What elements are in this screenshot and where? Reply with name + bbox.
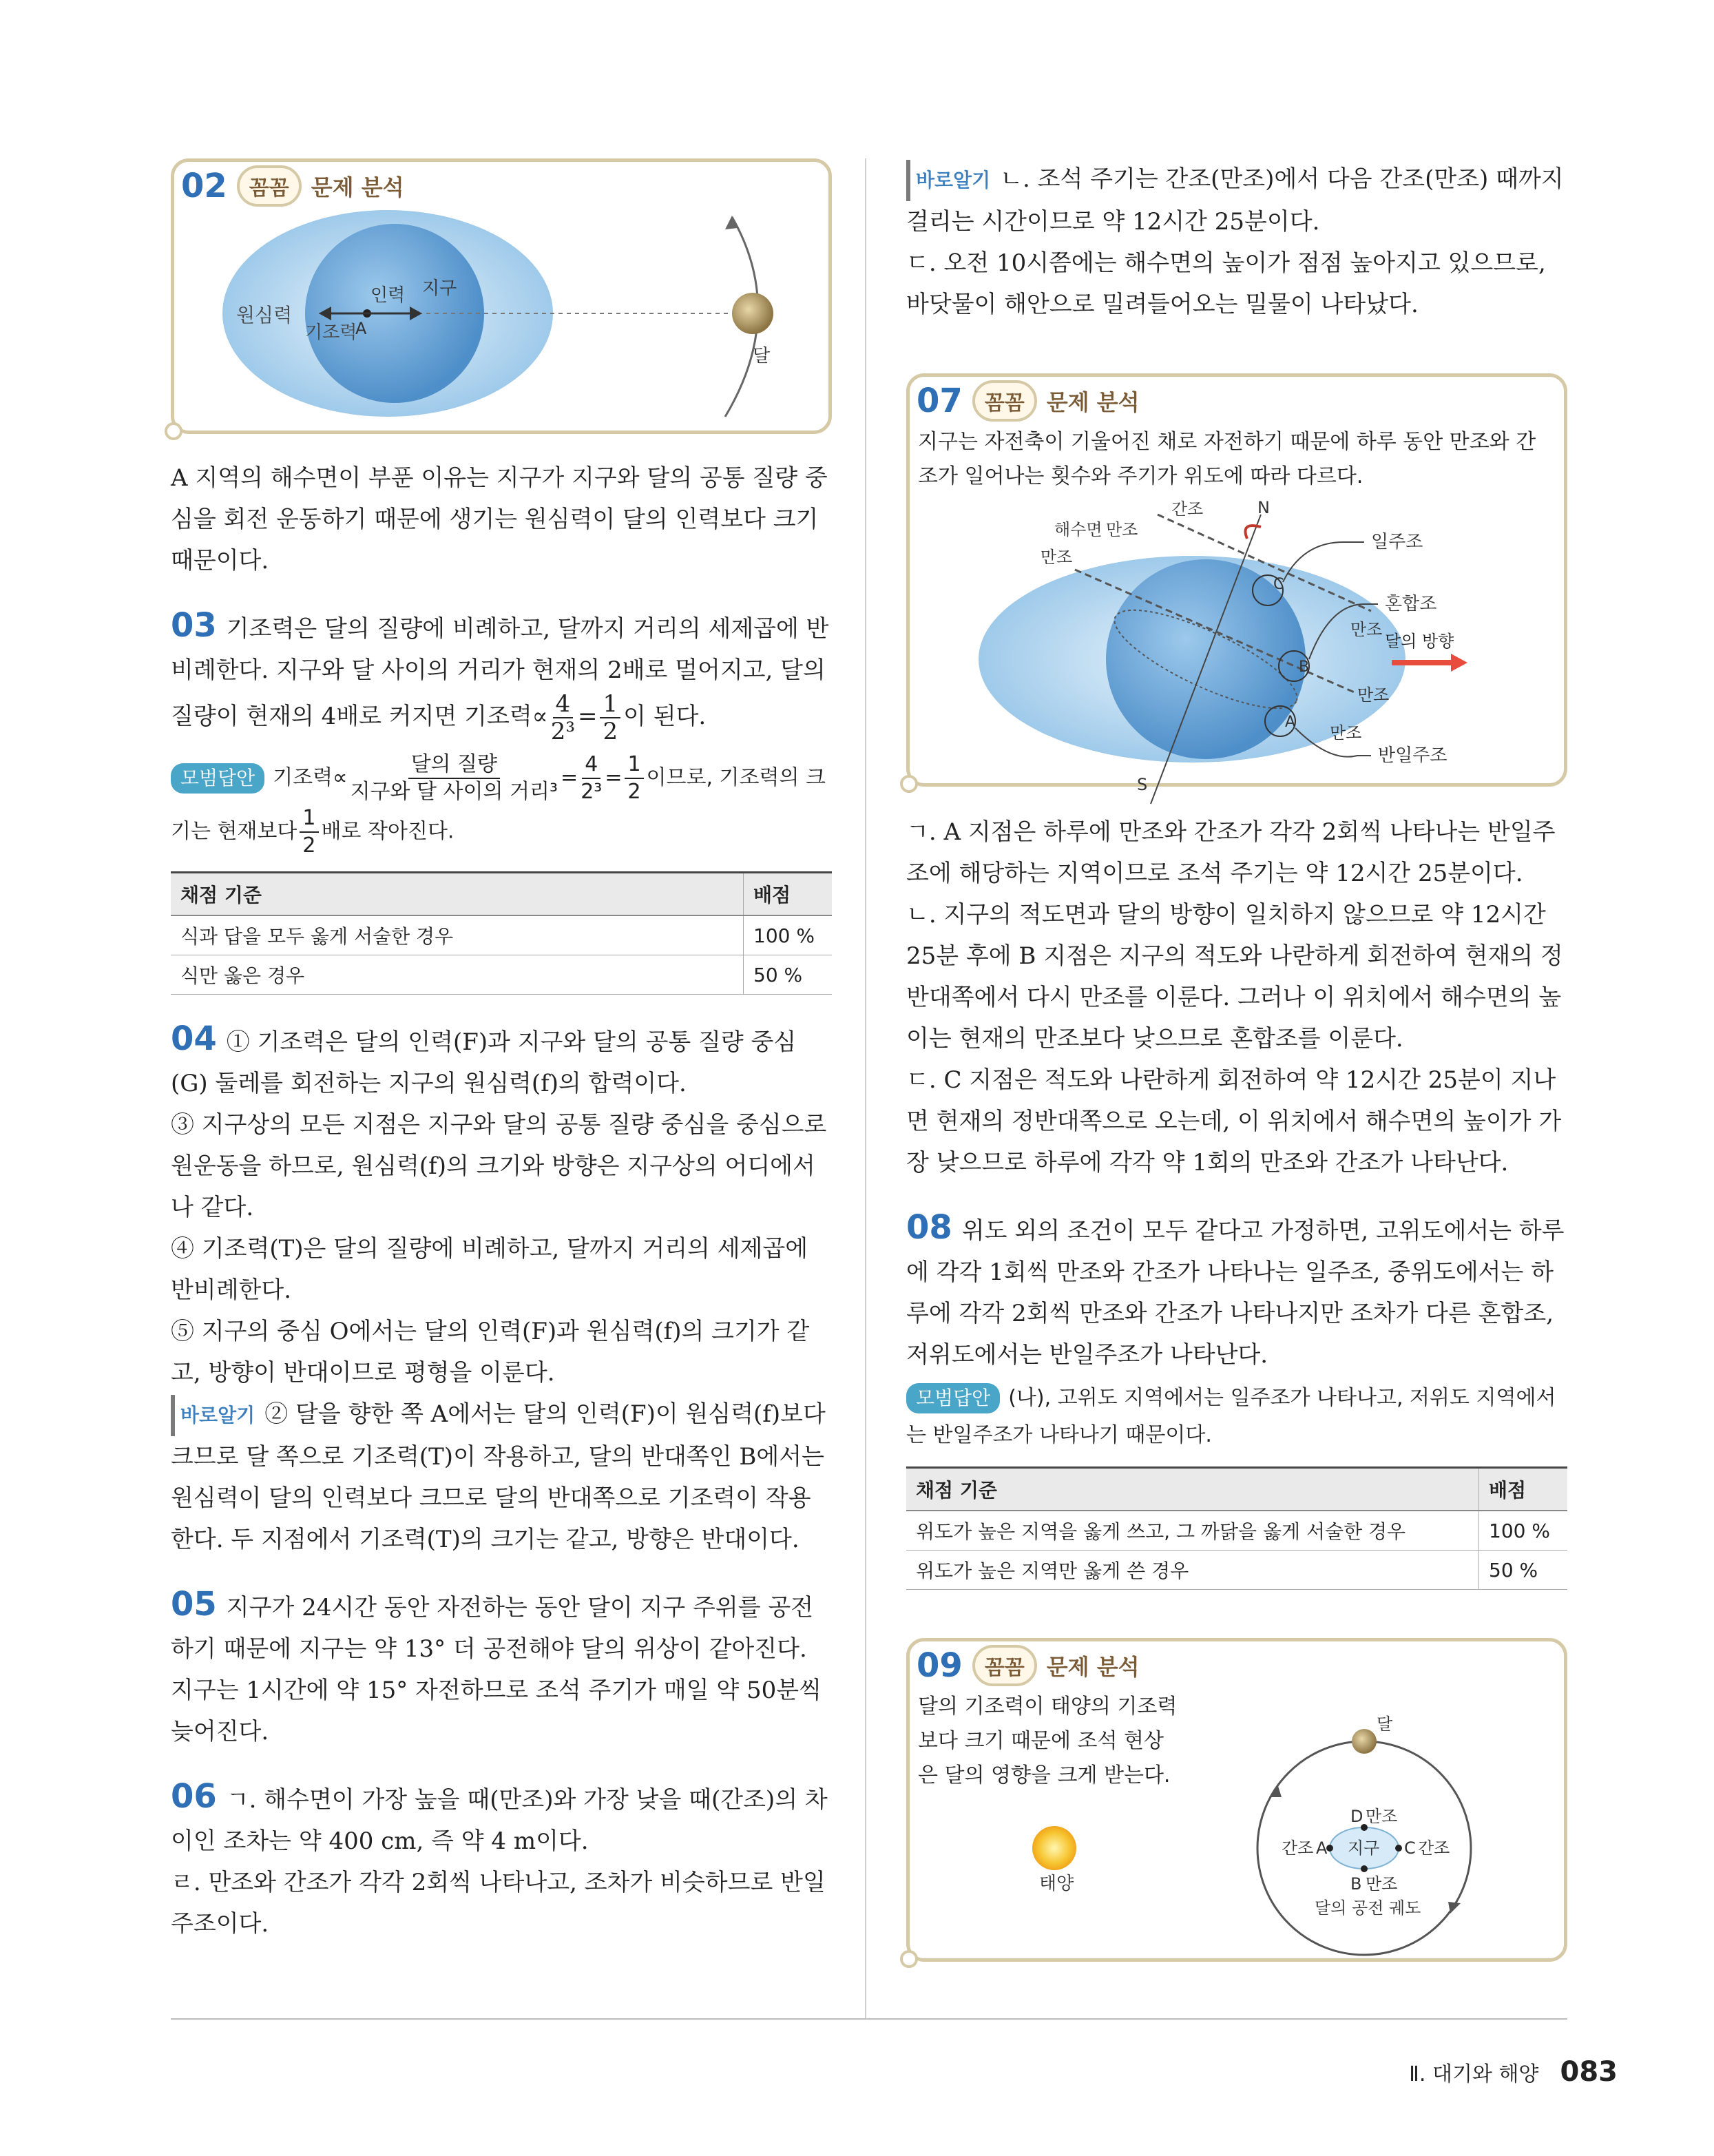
q02-moon [732, 293, 773, 334]
q03-text-2: 이 된다. [623, 703, 707, 730]
q08-th-score: 배점 [1479, 1468, 1568, 1511]
q09-dot-c [1395, 1845, 1402, 1852]
q08-th-criteria: 채점 기준 [906, 1468, 1479, 1511]
q03-model-answer [171, 752, 832, 859]
q09-figure [917, 1648, 1564, 1951]
q07-label-semidiurnal: 반일주조 [1378, 745, 1448, 766]
q07-box-dot [900, 775, 918, 793]
q09-number: 09 [917, 1646, 963, 1685]
q04-check [171, 1393, 832, 1560]
q03-model-equals-2: = [605, 765, 623, 790]
q07-label-high-tide-b: 만조 [1350, 620, 1383, 639]
q06-check-1-text: ㄴ. 조석 주기는 간조(만조)에서 다음 간조(만조) 때까지 걸리는 시간이므로 약 12시간 25분이다. [906, 165, 1564, 236]
q08-model-text: (나), 고위도 지역에서는 일주조가 나타나고, 저위도 지역에서는 반일주조가 나타나기 때문이다. [906, 1386, 1556, 1447]
q03-model-frac-num: 달의 질량 [408, 752, 500, 779]
q03-model-equals-1: = [561, 765, 578, 790]
q06-section [171, 1776, 832, 1945]
q02-box-header [174, 162, 828, 210]
q02-text: A 지역의 해수면이 부푼 이유는 지구가 지구와 달의 공통 질량 중심을 회전 운동하기 때문에 생기는 원심력이 달의 인력보다 크기 때문이다. [171, 464, 828, 574]
q03-frac1-num: 4 [553, 691, 574, 718]
q03-model-frac-b-num: 1 [625, 752, 643, 779]
right-column [906, 158, 1567, 1962]
q03-frac2-num: 1 [600, 691, 620, 718]
q04-check-text: ② 달을 향한 쪽 A에서는 달의 인력(F)이 원심력(f)보다 크므로 달 쪽으로 기조력(T)이 작용하고, 달의 반대쪽인 B에서는 원심력이 달의 인력보다 크므로 달의 반대쪽으로 기조력이 작용한다. 두 지점에서 기조력(T)의 크기는 같고, 방향은 반대이다. [171, 1400, 826, 1553]
q07-explanations [906, 811, 1567, 1183]
q05-text: 지구가 24시간 동안 자전하는 동안 달이 지구 주위를 공전하기 때문에 지구는 약 13° 더 공전해야 달의 위상이 같아진다. 지구는 1시간에 약 15° 자전하므로 조석 주기가 매일 약 50분씩 늦어진다. [171, 1594, 822, 1745]
q04-p2: ③ 지구상의 모든 지점은 지구와 달의 공통 질량 중심을 중심으로 원운동을 하므로, 원심력(f)의 크기와 방향은 지구상의 어디에서나 같다. [171, 1111, 827, 1221]
q03-row2-criteria: 식만 옳은 경우 [171, 955, 744, 995]
q05-number: 05 [171, 1585, 217, 1624]
q06-p1 [171, 1776, 832, 1862]
q08-row1-score: 100 % [1479, 1511, 1568, 1551]
footer-section-title: Ⅱ. 대기와 해양 [1409, 2062, 1539, 2086]
q09-label-a: A [1316, 1838, 1328, 1858]
q08-row2-score: 50 % [1479, 1551, 1568, 1590]
q02-label-earth: 지구 [422, 278, 457, 299]
q09-dot-a [1326, 1845, 1333, 1852]
q05-paragraph [171, 1584, 832, 1752]
q03-model-text-2: 배로 작아진다. [321, 819, 454, 844]
q07-moon-dir-arrowhead [1451, 654, 1467, 672]
page-number: 083 [1560, 2056, 1618, 2088]
q09-box-title: 문제 분석 [1046, 1654, 1140, 1680]
q09-label-sun: 태양 [1039, 1874, 1074, 1894]
q03-model-frac-c-num: 1 [300, 805, 318, 833]
page-footer [1409, 2056, 1618, 2088]
q07-label-s: S [1137, 775, 1148, 794]
q09-label-earth: 지구 [1348, 1838, 1380, 1858]
q02-box-title: 문제 분석 [311, 174, 404, 200]
q04-p1-text: ① 기조력은 달의 인력(F)과 지구와 달의 공통 질량 중심(G) 둘레를 회전하는 지구의 원심력(f)의 합력이다. [171, 1028, 797, 1097]
q04-section [171, 1018, 832, 1560]
q08-table-header [906, 1468, 1567, 1511]
q07-label-high-tide-mid: 만조 [1357, 685, 1390, 705]
q09-label-b-tide: 만조 [1366, 1874, 1398, 1894]
q07-label-n: N [1257, 498, 1270, 517]
q07-label-moon-dir: 달의 방향 [1385, 632, 1454, 651]
q03-model-frac-c [300, 805, 318, 859]
q07-p2: ㄴ. 지구의 적도면과 달의 방향이 일치하지 않으므로 약 12시간 25분 후에 B 지점은 지구의 적도와 나란하게 회전하여 현재의 정반대쪽에서 다시 만조를 이룬다. 그러나 이 위치에서 해수면의 높이는 현재의 만조보다 낮으므로 혼합조를 이룬다. [906, 901, 1563, 1053]
q03-model-tag: 모범답안 [171, 763, 264, 794]
q06-check-2: ㄷ. 오전 10시쯤에는 해수면의 높이가 점점 높아지고 있으므로, 바닷물이 해안으로 밀려들어오는 밀물이 나타났다. [906, 249, 1546, 318]
q07-box-title: 문제 분석 [1046, 389, 1140, 415]
q08-model-tag: 모범답안 [906, 1383, 1000, 1413]
q09-label-b: B [1350, 1874, 1362, 1894]
q09-label-d: D [1350, 1807, 1363, 1826]
q08-number: 08 [906, 1208, 952, 1247]
q04-check-label: 바로알기 [171, 1395, 255, 1436]
q09-label-c-tide: 간조 [1418, 1838, 1450, 1858]
q02-label-a: A [355, 319, 367, 338]
q07-label-b: B [1299, 659, 1310, 676]
q03-row1-score: 100 % [744, 915, 833, 955]
q07-p1: ㄱ. A 지점은 하루에 만조와 간조가 각각 2회씩 나타나는 반일주조에 해당하는 지역이므로 조석 주기는 약 12시간 25분이다. [906, 818, 1556, 887]
q07-label-diurnal: 일주조 [1371, 532, 1423, 552]
q04-number: 04 [171, 1019, 217, 1058]
q02-label-moon: 달 [753, 346, 771, 366]
q08-text: 위도 외의 조건이 모두 같다고 가정하면, 고위도에서는 하루에 각각 1회씩 만조와 간조가 나타나는 일주조, 중위도에서는 하루에 각각 2회씩 만조와 간조가 나타나지만 조차가 다른 혼합조, 저위도에서는 반일주조가 나타난다. [906, 1217, 1565, 1369]
q02-number: 02 [181, 167, 227, 205]
q07-label-a: A [1285, 714, 1296, 731]
q03-number: 03 [171, 606, 217, 645]
q03-row1-criteria: 식과 답을 모두 옳게 서술한 경우 [171, 915, 744, 955]
q07-label-high-tide-left: 만조 [1041, 548, 1073, 567]
q09-label-a-tide: 간조 [1282, 1838, 1314, 1858]
left-column [171, 158, 832, 1945]
q07-number: 07 [917, 382, 963, 420]
q03-model-frac-b-den: 2 [627, 780, 641, 804]
q09-box-dot [900, 1950, 918, 1968]
q09-analysis-box [906, 1638, 1567, 1962]
q08-section [906, 1207, 1567, 1590]
q03-score-table [171, 871, 832, 995]
q09-orbit-arrow-right [1448, 1902, 1461, 1914]
q03-equals: = [577, 703, 598, 730]
q07-p3: ㄷ. C 지점은 적도와 나란하게 회전하여 약 12시간 25분이 지나면 현재의 정반대쪽으로 오는데, 이 위치에서 해수면의 높이가 가장 낮으므로 하루에 각각 약 1회의 만조와 간조가 나타난다. [906, 1066, 1562, 1177]
q03-frac-2 [600, 691, 620, 745]
q03-model-prefix: 기조력∝ [273, 765, 348, 790]
q03-frac-1 [551, 691, 575, 745]
q07-label-mixed: 혼합조 [1385, 594, 1437, 614]
q03-frac1-den: 2³ [550, 718, 575, 745]
q07-label-c: C [1273, 576, 1284, 593]
q08-score-table [906, 1466, 1567, 1590]
q04-p3: ④ 기조력(T)은 달의 질량에 비례하고, 달까지 거리의 세제곱에 반비례한다. [171, 1235, 808, 1304]
q02-badge: 꼼꼼 [237, 165, 302, 207]
q09-dot-b [1361, 1865, 1368, 1872]
q09-label-moon: 달 [1377, 1714, 1393, 1734]
q09-moon [1352, 1729, 1377, 1754]
q03-table-header [171, 873, 832, 916]
q03-model-frac-a-den: 2³ [581, 780, 603, 804]
footer-divider [171, 2018, 1567, 2020]
q03-th-criteria: 채점 기준 [171, 873, 744, 916]
q07-badge: 꼼꼼 [972, 380, 1037, 422]
q09-badge: 꼼꼼 [972, 1645, 1037, 1686]
q03-row2-score: 50 % [744, 955, 833, 995]
table-row [171, 915, 832, 955]
q02-label-tidal: 기조력 [305, 322, 357, 343]
q09-sun [1032, 1826, 1076, 1870]
q02-box-dot [165, 422, 182, 440]
q06-p2: ㄹ. 만조와 간조가 각각 2회씩 나타나고, 조차가 비슷하므로 반일주조이다. [171, 1869, 826, 1938]
q07-box-header [910, 377, 1564, 425]
q06-check-label: 바로알기 [906, 160, 990, 201]
q02-label-gravity: 인력 [370, 285, 406, 306]
q03-model-frac-a-num: 4 [582, 752, 600, 779]
q03-model-frac-den: 지구와 달 사이의 거리³ [350, 780, 558, 804]
q04-p1 [171, 1018, 832, 1104]
q07-label-high-tide-top: 만조 [1106, 520, 1138, 539]
q05-section [171, 1584, 832, 1752]
q03-paragraph [171, 605, 832, 745]
q03-frac2-den: 2 [603, 718, 618, 745]
q09-label-c: C [1404, 1838, 1416, 1858]
q03-model-frac-a [581, 752, 602, 805]
q07-analysis-box [906, 373, 1567, 794]
q09-label-d-tide: 만조 [1366, 1807, 1398, 1826]
q02-label-centrifugal: 원심력 [236, 304, 293, 326]
q09-label-orbit: 달의 공전 궤도 [1315, 1898, 1421, 1918]
q03-text-1: 기조력은 달의 질량에 비례하고, 달까지 거리의 세제곱에 반비례한다. 지구와 달 사이의 거리가 현재의 2배로 멀어지고, 달의 질량이 현재의 4배로 커지면 기조력∝ [171, 615, 829, 730]
q03-model-frac-b [625, 752, 643, 805]
q08-row2-criteria: 위도가 높은 지역만 옳게 쓴 경우 [906, 1551, 1479, 1590]
q08-row1-criteria: 위도가 높은 지역을 옳게 쓰고, 그 까닭을 옳게 서술한 경우 [906, 1511, 1479, 1551]
q04-p4: ⑤ 지구의 중심 O에서는 달의 인력(F)과 원심력(f)의 크기가 같고, 방향이 반대이므로 평형을 이룬다. [171, 1318, 810, 1387]
q07-label-sea-level: 해수면 [1054, 520, 1102, 539]
q03-section [171, 605, 832, 995]
q08-paragraph [906, 1207, 1567, 1376]
q07-label-low-tide: 간조 [1171, 499, 1204, 519]
table-row [906, 1511, 1567, 1551]
column-divider [865, 158, 866, 2018]
q03-th-score: 배점 [744, 873, 833, 916]
q09-description: 달의 기조력이 태양의 기조력보다 크기 때문에 조석 현상은 달의 영향을 크게 받는다. [918, 1694, 1178, 1787]
q08-model-answer [906, 1380, 1567, 1454]
q02-analysis-box [171, 158, 832, 434]
q06-check-1 [906, 158, 1567, 242]
table-row [906, 1551, 1567, 1590]
q03-model-frac-c-den: 2 [302, 833, 316, 858]
q03-model-frac [351, 752, 558, 805]
q06-p1-text: ㄱ. 해수면이 가장 높을 때(만조)와 가장 낮을 때(간조)의 차이인 조차는 약 400 cm, 즉 약 4 m이다. [171, 1786, 828, 1855]
q07-label-high-tide-a: 만조 [1330, 723, 1362, 743]
q02-figure [181, 210, 828, 424]
table-row [171, 955, 832, 995]
q03-model-text-1: 이므로, 기조력의 크기는 현재보다 [171, 765, 826, 844]
q07-description: 지구는 자전축이 기울어진 채로 자전하기 때문에 하루 동안 만조와 간조가 일어나는 횟수와 주기가 위도에 따라 다르다. [918, 430, 1536, 488]
q06-number: 06 [171, 1777, 217, 1816]
q07-figure [917, 498, 1564, 794]
